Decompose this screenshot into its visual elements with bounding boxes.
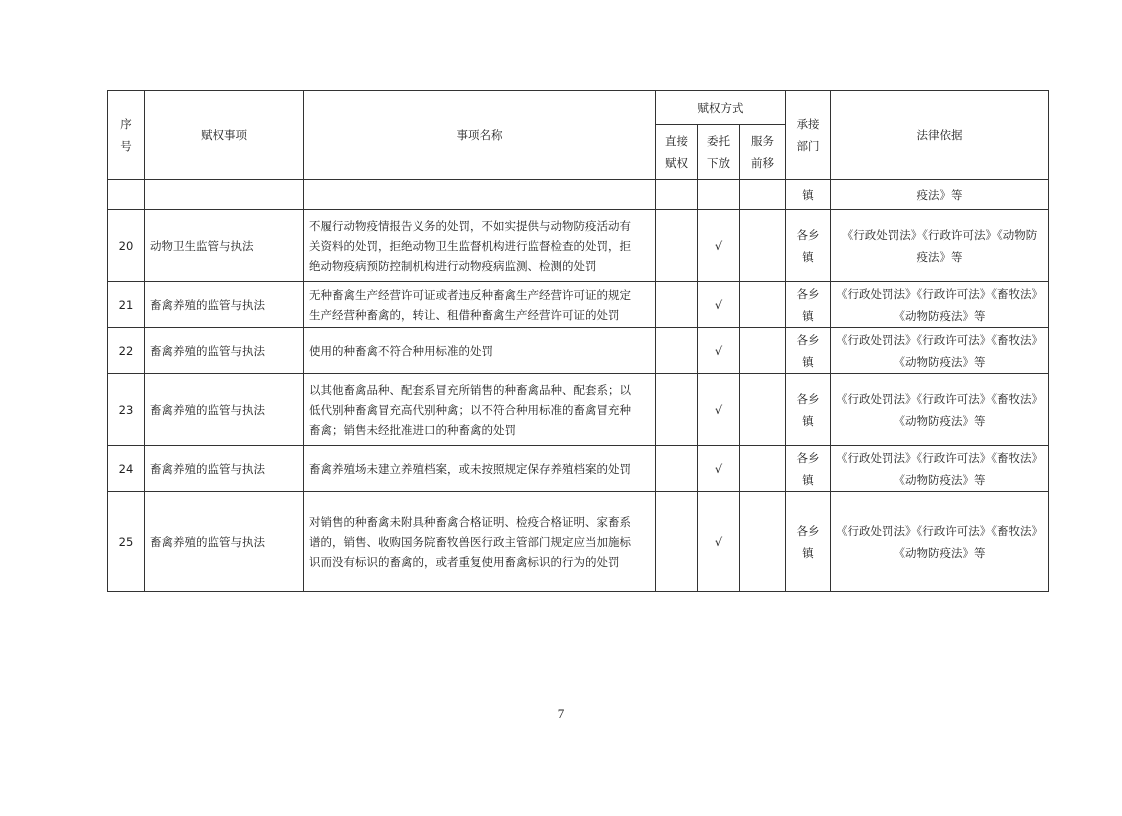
row-basis: 《行政处罚法》《行政许可法》《动物防 疫法》等 <box>831 210 1049 282</box>
header-direct: 直接 赋权 <box>656 125 698 180</box>
row-name: 不履行动物疫情报告义务的处罚，不如实提供与动物防疫活动有 关资料的处罚，拒绝动物卫生监督机构进行监督检查的处罚，拒 绝动物疫病预防控制机构进行动物疫病监测、检测的处罚 <box>304 210 656 282</box>
row-item: 动物卫生监管与执法 <box>145 210 304 282</box>
row-name: 无种畜禽生产经营许可证或者违反种畜禽生产经营许可证的规定 生产经营种畜禽的，转让、租借种畜禽生产经营许可证的处罚 <box>304 282 656 328</box>
continuation-dept: 镇 <box>786 180 831 210</box>
continuation-row <box>108 180 1049 210</box>
row-seq: 20 <box>108 210 145 282</box>
row-delegate-check: √ <box>698 446 740 492</box>
header-item: 赋权事项 <box>145 91 304 180</box>
header-dept: 承接 部门 <box>786 91 831 180</box>
row-basis: 《行政处罚法》《行政许可法》《畜牧法》 《动物防疫法》等 <box>831 446 1049 492</box>
continuation-basis: 疫法》等 <box>831 180 1049 210</box>
row-delegate-check: √ <box>698 492 740 592</box>
row-name: 畜禽养殖场未建立养殖档案，或未按照规定保存养殖档案的处罚 <box>304 446 656 492</box>
row-basis: 《行政处罚法》《行政许可法》《畜牧法》 《动物防疫法》等 <box>831 492 1049 592</box>
row-dept: 各乡 镇 <box>786 210 831 282</box>
header-seq: 序 号 <box>108 91 145 180</box>
row-dept: 各乡 镇 <box>786 446 831 492</box>
table-row <box>108 446 1049 492</box>
row-dept: 各乡 镇 <box>786 374 831 446</box>
row-item: 畜禽养殖的监管与执法 <box>145 446 304 492</box>
row-seq: 24 <box>108 446 145 492</box>
page-number: 7 <box>557 706 565 721</box>
row-dept: 各乡 镇 <box>786 328 831 374</box>
row-item: 畜禽养殖的监管与执法 <box>145 282 304 328</box>
table-row <box>108 374 1049 446</box>
row-dept: 各乡 镇 <box>786 282 831 328</box>
table-row <box>108 282 1049 328</box>
row-name: 对销售的种畜禽未附具种畜禽合格证明、检疫合格证明、家畜系 谱的，销售、收购国务院畜牧兽医行政主管部门规定应当加施标 识而没有标识的畜禽的，或者重复使用畜禽标识的行为的处罚 <box>304 492 656 592</box>
table-row <box>108 328 1049 374</box>
authorization-table <box>107 90 1049 592</box>
row-item: 畜禽养殖的监管与执法 <box>145 328 304 374</box>
row-delegate-check: √ <box>698 328 740 374</box>
row-name: 使用的种畜禽不符合种用标准的处罚 <box>304 328 656 374</box>
row-dept: 各乡 镇 <box>786 492 831 592</box>
row-basis: 《行政处罚法》《行政许可法》《畜牧法》 《动物防疫法》等 <box>831 282 1049 328</box>
table-row <box>108 492 1049 592</box>
row-seq: 22 <box>108 328 145 374</box>
row-seq: 23 <box>108 374 145 446</box>
row-delegate-check: √ <box>698 282 740 328</box>
table-row <box>108 210 1049 282</box>
header-forward: 服务 前移 <box>740 125 786 180</box>
header-name: 事项名称 <box>304 91 656 180</box>
row-basis: 《行政处罚法》《行政许可法》《畜牧法》 《动物防疫法》等 <box>831 374 1049 446</box>
row-name: 以其他畜禽品种、配套系冒充所销售的种畜禽品种、配套系；以 低代别种畜禽冒充高代别种禽；以不符合种用标准的畜禽冒充种 畜禽；销售未经批准进口的种畜禽的处罚 <box>304 374 656 446</box>
row-seq: 25 <box>108 492 145 592</box>
header-delegate: 委托 下放 <box>698 125 740 180</box>
row-basis: 《行政处罚法》《行政许可法》《畜牧法》 《动物防疫法》等 <box>831 328 1049 374</box>
row-item: 畜禽养殖的监管与执法 <box>145 492 304 592</box>
row-item: 畜禽养殖的监管与执法 <box>145 374 304 446</box>
row-delegate-check: √ <box>698 210 740 282</box>
row-seq: 21 <box>108 282 145 328</box>
row-delegate-check: √ <box>698 374 740 446</box>
header-basis: 法律依据 <box>831 91 1049 180</box>
header-method: 赋权方式 <box>656 91 786 125</box>
